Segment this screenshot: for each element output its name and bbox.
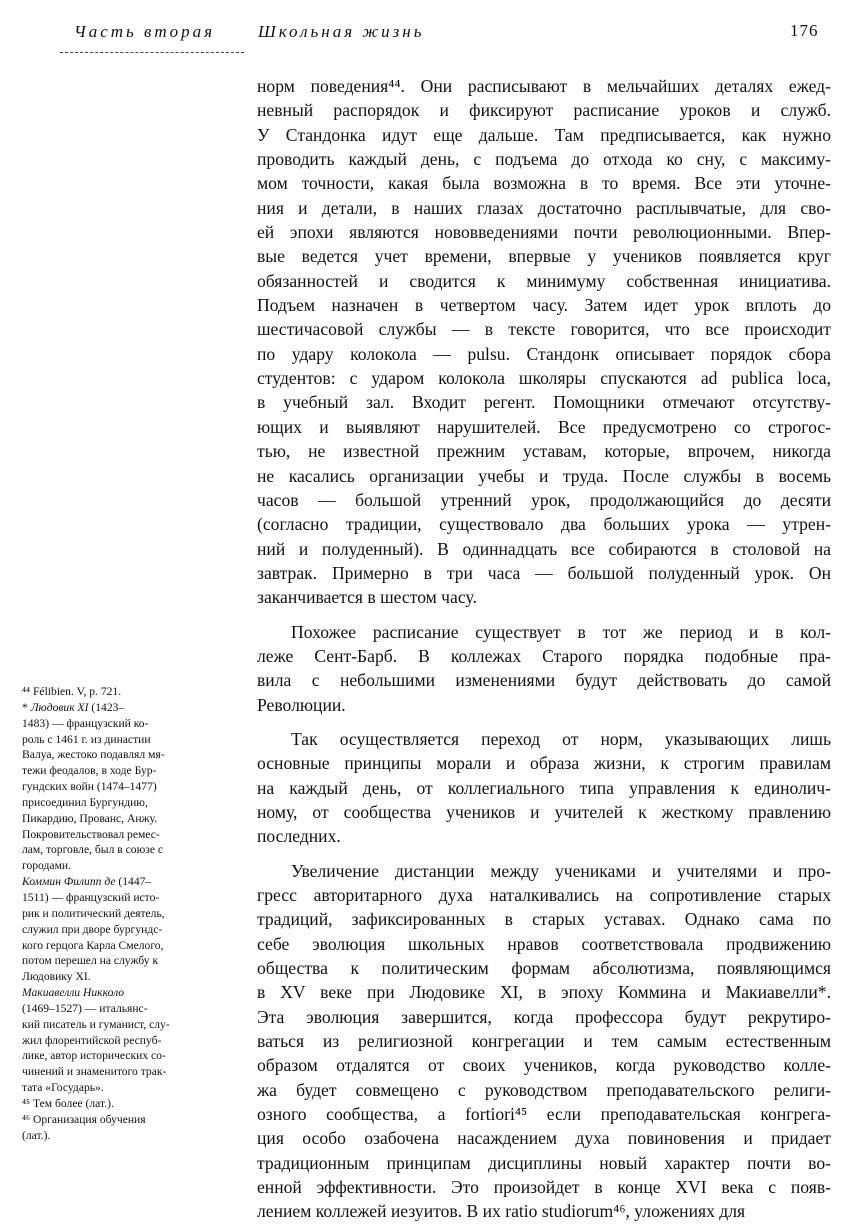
text-line: ция особо озабочена насаждением духа повиновения и придает <box>257 1128 831 1149</box>
note-line: Людовику XI. <box>22 970 91 984</box>
note-line: городами. <box>22 859 72 873</box>
text-line: лением коллежей иезуитов. В их ratio studiorum⁴⁶, уложениях для <box>257 1201 746 1222</box>
header-part-title: Часть вторая <box>74 22 216 41</box>
note-line: лике, автор исторических со- <box>22 1049 166 1063</box>
paragraph-4 <box>257 859 831 1224</box>
paragraph-1 <box>257 74 831 610</box>
margin-notes <box>22 684 234 1143</box>
text-line: Революции. <box>257 694 346 715</box>
text-line: норм поведения⁴⁴. Они расписывают в мельчайших деталях ежед- <box>257 76 831 96</box>
main-text-column <box>257 74 831 1224</box>
text-line: основные принципы морали и образа жизни, к строгим правилам <box>257 753 831 774</box>
note-line: присоединил Бургундию, <box>22 795 148 809</box>
note-line: лам, торговле, был в союзе с <box>22 843 164 857</box>
note-line: гундских войн (1474–1477) <box>22 780 157 794</box>
text-line: традиций, зафиксированных в старых уставах. Однако сама по <box>257 909 831 930</box>
page-number: 176 <box>790 21 819 40</box>
text-line: жа будет совмещено с руководством преподавательского религи- <box>257 1079 831 1100</box>
note-line: потом перешел на службу к <box>22 954 159 968</box>
text-line: на каждый день, от коллегиального типа управления к единолич- <box>257 777 831 798</box>
text-line: Так осуществляется переход от норм, указывающих лишь <box>291 728 831 749</box>
note-line: рик и политический деятель, <box>22 906 165 920</box>
text-line: заканчивается в шестом часу. <box>257 587 477 608</box>
text-line: не касались организации учебы и труда. После службы в восемь <box>257 465 831 486</box>
text-line: енной эффективности. Это произойдет в конце XVI века с появ- <box>257 1177 831 1198</box>
note-line: (1469–1527) — итальянс- <box>22 1001 148 1015</box>
text-line: гресс авторитарного духа наталкивались на сопротивление старых <box>257 885 831 905</box>
paragraph-3 <box>257 727 831 849</box>
note-line: Коммин Филипп де (1447– <box>22 875 152 889</box>
note-line: 1511) — французский исто- <box>22 890 160 904</box>
text-line: Похожее расписание существует в тот же период и в кол- <box>291 621 831 642</box>
text-line: завтрак. Примерно в три часа — большой полуденный урок. Он <box>257 562 831 583</box>
note-line: тата «Государь». <box>22 1081 104 1095</box>
text-line: шестичасовой службы — в тексте говорится, что все происходит <box>257 319 831 340</box>
text-line: ей эпохи являются нововведениями почти революционными. Впер- <box>257 222 831 243</box>
text-line: У Стандонка идут еще дальше. Там предписывается, как нужно <box>257 124 831 145</box>
running-header <box>0 0 854 56</box>
note-line: Валуа, жестоко подавлял мя- <box>22 748 165 762</box>
text-line: Увеличение дистанции между учениками и учителями и про- <box>291 860 831 881</box>
note-line: кий писатель и гуманист, слу- <box>22 1017 170 1031</box>
text-line: ния и детали, в наших глазах достаточно расплывчатые, для сво- <box>257 197 831 218</box>
note-line: * Людовик XI (1423– <box>22 700 125 714</box>
text-line: студентов: с ударом колокола школяры спускаются ad publica loca, <box>257 368 831 389</box>
text-line: мом точности, какая была возможна в то время. Все эти уточне- <box>257 173 831 194</box>
text-line: невный распорядок и фиксируют расписание уроков и служб. <box>257 100 831 121</box>
text-line: ний и полуденный). В одиннадцать все собираются в столовой на <box>257 538 831 559</box>
text-line: Подъем назначен в четвертом часу. Затем идет урок вплоть до <box>257 295 831 316</box>
note-line: ⁴⁵ Тем более (лат.). <box>22 1096 114 1110</box>
text-line: в учебный зал. Входит регент. Помощники отмечают отсутству- <box>257 392 831 413</box>
header-chapter-title: Школьная жизнь <box>258 22 425 41</box>
text-line: часов — большой утренний урок, продолжающийся до десяти <box>257 489 831 510</box>
note-line: роль с 1461 г. из династии <box>22 732 151 746</box>
note-line: кого герцога Карла Смелого, <box>22 938 164 952</box>
header-rule <box>60 52 244 53</box>
text-line: вые ведется учет времени, впервые у учеников появляется круг <box>257 246 831 267</box>
text-line: проводить каждый день, с подъема до отхода ко сну, с максиму- <box>257 149 831 170</box>
paragraph-2 <box>257 620 831 717</box>
text-line: ному, от сообщества учеников и учителей к жесткому правлению <box>257 801 831 822</box>
text-line: образом отдалятся от своих учеников, когда руководство колле- <box>257 1055 831 1076</box>
text-line: себе эволюция школьных нравов соответствовала продвижению <box>257 933 831 954</box>
text-line: ваться из религиозной конгрегации и тем самым естественным <box>257 1031 831 1052</box>
note-line: чинений и знаменитого трак- <box>22 1065 167 1079</box>
text-line: (согласно традиции, существовало два больших урока — утрен- <box>257 514 831 535</box>
text-line: леже Сент-Барб. В коллежах Старого порядка подобные пра- <box>257 645 831 666</box>
text-line: по удару колокола — pulsu. Стандонк описывает порядок сбора <box>257 343 831 364</box>
text-line: общества к политическим формам абсолютизма, появляющимся <box>257 958 831 979</box>
text-line: тью, не известной прежним уставам, которые, впрочем, никогда <box>257 441 831 462</box>
note-line: ⁴⁶ Организация обучения <box>22 1112 146 1126</box>
text-line: озного сообщества, а fortiori⁴⁵ если преподавательская конгрега- <box>257 1104 831 1125</box>
note-line: тежи феодалов, в ходе Бур- <box>22 764 157 778</box>
text-line: традиционным принципам дисциплины новый характер почти во- <box>257 1152 831 1173</box>
note-line: Пикардию, Прованс, Анжу. <box>22 811 158 825</box>
note-line: (лат.). <box>22 1128 51 1142</box>
note-line: ⁴⁴ Félibien. V, p. 721. <box>22 685 122 698</box>
note-line: 1483) — французский ко- <box>22 716 149 730</box>
text-line: Эта эволюция завершится, когда профессора будут рекрутиро- <box>257 1006 831 1027</box>
text-line: вила с небольшими изменениями будут действовать до самой <box>257 670 831 691</box>
text-line: последних. <box>257 826 341 847</box>
note-line: Покровительствовал ремес- <box>22 827 160 841</box>
text-line: ющих и выявляют нарушителей. Все предусмотрено со строгос- <box>257 416 831 437</box>
note-line: служил при дворе бургундс- <box>22 922 163 936</box>
text-line: обязанностей и сводится к минимуму собственная инициатива. <box>257 270 831 291</box>
note-line: Макиавелли Никколо <box>22 986 125 1000</box>
note-line: жил флорентийской респуб- <box>22 1033 162 1047</box>
text-line: в XV веке при Людовике XI, в эпоху Коммина и Макиавелли*. <box>257 982 831 1003</box>
